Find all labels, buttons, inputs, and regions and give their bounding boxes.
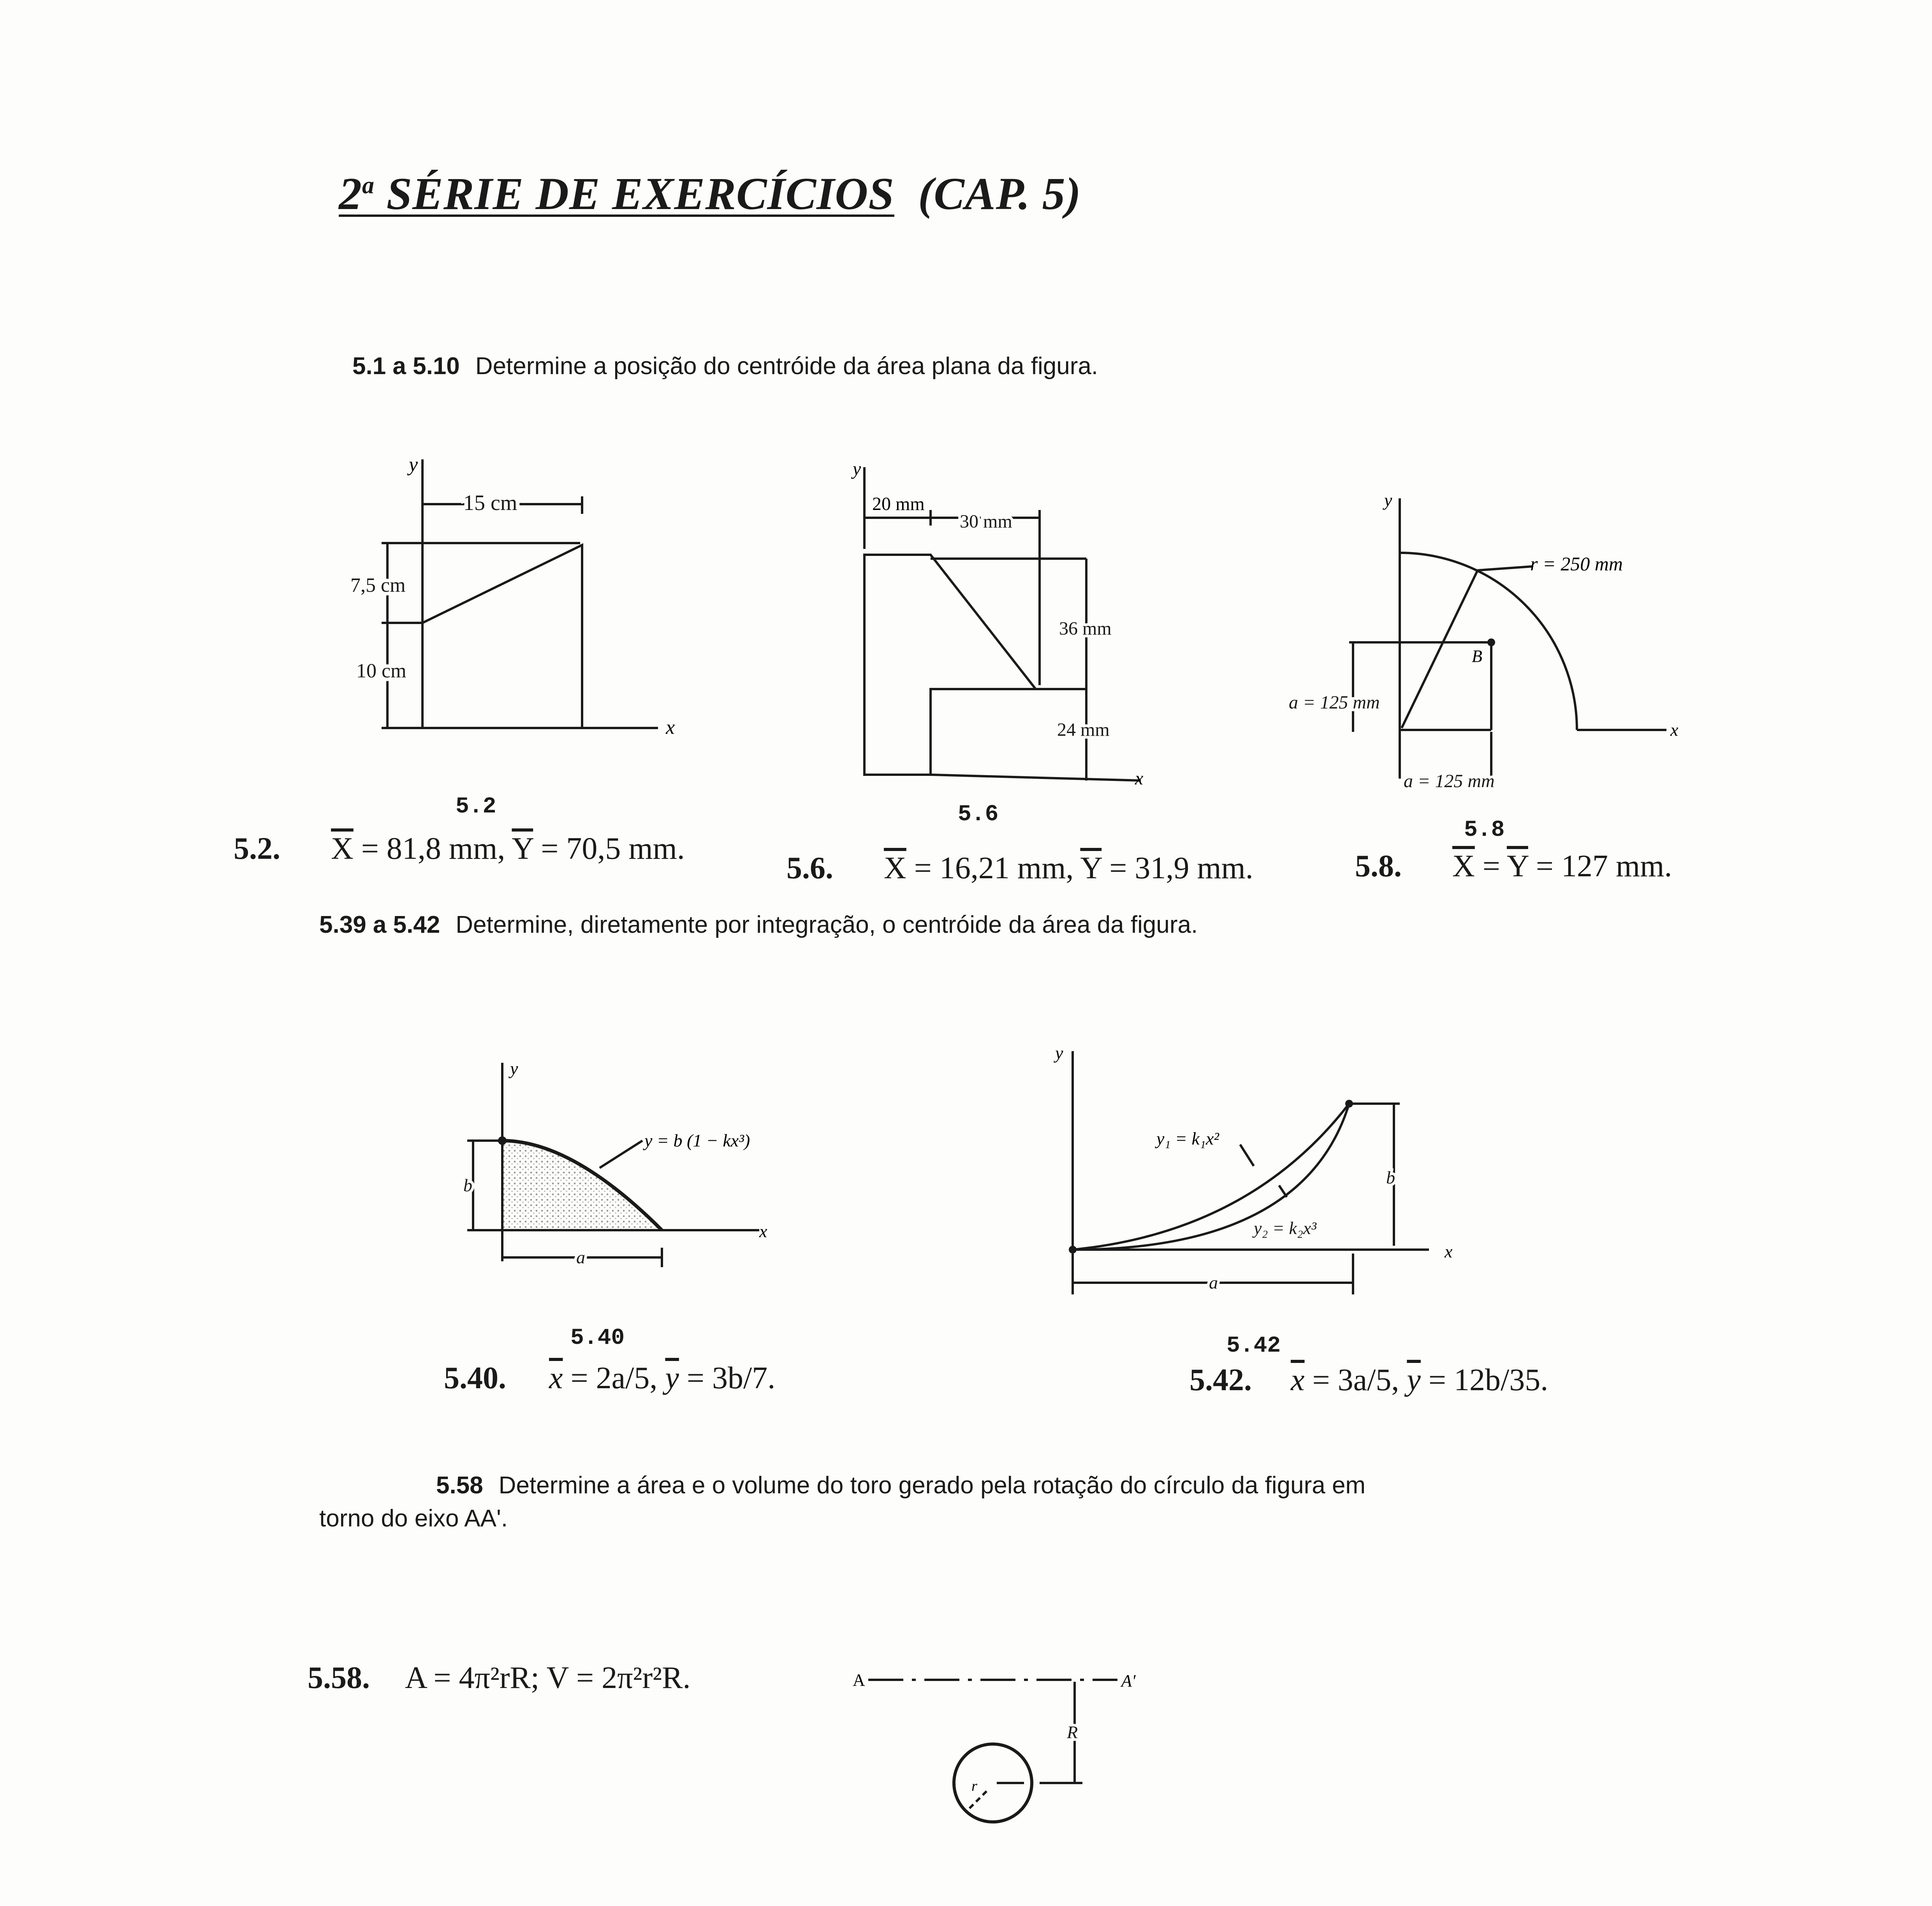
section1-statement: 5.1 a 5.10 Determine a posição do centróide da área plana da figura. <box>352 353 1098 380</box>
figure-5-40 <box>448 1051 822 1285</box>
dim-b: b <box>463 1175 472 1195</box>
section3-statement-line2: torno do eixo AA'. <box>319 1505 508 1532</box>
figure-5-8 <box>1277 483 1705 802</box>
axis-x-label: x <box>1135 768 1144 789</box>
section3-statement-line1: 5.58 Determine a área e o volume do toro gerado pela rotação do círculo da figura em <box>436 1472 1366 1499</box>
point-b-marker <box>1487 638 1495 646</box>
dim-b: b <box>1386 1168 1395 1187</box>
dim-a: a <box>576 1247 585 1267</box>
curve1-label: y₁ = k₁x² <box>1156 1129 1219 1148</box>
dim-30mm: 30 mm <box>960 511 1012 532</box>
axis-a-prime-label: A' <box>1121 1671 1136 1690</box>
axis-y-label: y <box>510 1058 518 1078</box>
answer-5-8: 5.8. $\overline{X} = \overline{Y} = 127$ mm. <box>1355 849 1672 883</box>
page-title: 2$^a$ SÉRIE DE EXERCÍCIOS (CAP. 5) <box>339 168 1081 219</box>
figure-5-58 <box>837 1655 1188 1849</box>
answer-5-42: 5.42. $\overline{x} = 3a/5$, $\overline{y} = 12b/35$. <box>1189 1363 1548 1397</box>
axis-y-label: y <box>1055 1043 1063 1063</box>
answer-5-40: 5.40. $\overline{x} = 2a/5$, $\overline{y} = 3b/7$. <box>444 1361 776 1395</box>
figure-5-42 <box>1032 1036 1480 1300</box>
caption-5-2: 5.2 <box>456 794 496 819</box>
point-b-label: B <box>1472 647 1482 666</box>
shaded-area <box>502 1141 662 1230</box>
dim-a-horizontal: a = 125 mm <box>1404 771 1495 791</box>
section2-statement: 5.39 a 5.42 Determine, diretamente por integração, o centróide da área da figura. <box>319 911 1198 938</box>
caption-5-6: 5.6 <box>958 802 999 827</box>
figure-5-2 <box>331 448 701 759</box>
dim-small-r: r <box>971 1778 977 1794</box>
axis-y-label: y <box>409 454 418 476</box>
figure-5-6 <box>837 455 1207 798</box>
dim-width: 15 cm <box>463 491 517 515</box>
dim-20mm: 20 mm <box>872 494 925 514</box>
dim-a-vertical: a = 125 mm <box>1289 692 1380 713</box>
dim-36mm: 36 mm <box>1059 618 1112 639</box>
axis-x-label: x <box>759 1221 767 1241</box>
caption-5-40: 5.40 <box>570 1326 625 1351</box>
answer-5-58: 5.58. A = 4π²rR; V = 2π²r²R. <box>308 1661 691 1695</box>
dim-big-r: R <box>1067 1722 1078 1742</box>
radius-label: r = 250 mm <box>1530 553 1623 575</box>
dim-24mm: 24 mm <box>1057 719 1110 740</box>
axis-a-label: A <box>853 1670 865 1690</box>
dim-a: a <box>1209 1273 1218 1292</box>
axis-y-label: y <box>853 459 861 479</box>
axis-x-label: x <box>1670 720 1679 740</box>
answer-5-6: 5.6. $\overline{X} = 16,21$ mm, $\overline{Y} = 31,9$ mm. <box>787 851 1253 885</box>
axis-y-label: y <box>1384 490 1392 510</box>
dim-height-2: 10 cm <box>356 660 406 682</box>
dim-height-1: 7,5 cm <box>350 574 406 596</box>
caption-5-42: 5.42 <box>1226 1333 1281 1359</box>
title-number: 2 <box>339 168 362 219</box>
axis-x-label: x <box>666 716 675 738</box>
axis-x-label: x <box>1445 1241 1453 1261</box>
curve2-label: y₂ = k₂x³ <box>1254 1218 1317 1238</box>
curve-label: y = b (1 − kx³) <box>644 1131 750 1150</box>
caption-5-8: 5.8 <box>1464 818 1505 843</box>
answer-5-2: 5.2. $\overline{X} = 81,8$ mm, $\overline{Y} = 70,5$ mm. <box>234 832 685 866</box>
